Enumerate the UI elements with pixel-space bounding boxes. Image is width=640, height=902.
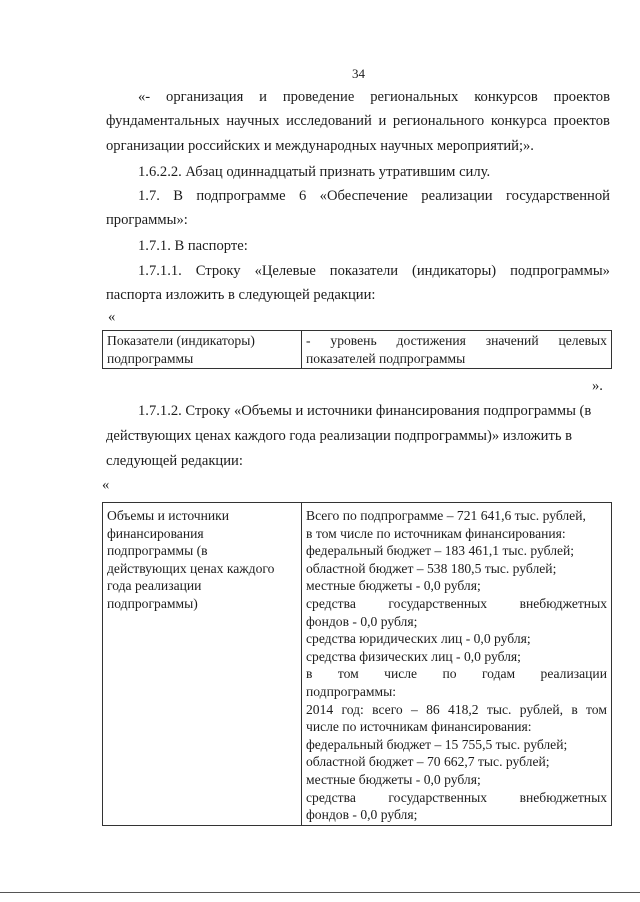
word: в <box>306 666 313 682</box>
item-1622: 1.6.2.2. Абзац одиннадцатый признать утратившим силу. <box>138 164 491 180</box>
word: рублей, <box>519 701 564 717</box>
cell-line: подпрограммы (в <box>107 543 208 559</box>
cell-line: средства физических лиц - 0,0 рубля; <box>306 648 521 664</box>
cell-line: числе по источникам финансирования: <box>306 719 532 735</box>
word: реализации <box>421 188 493 204</box>
word: средства <box>306 789 356 805</box>
item-1711-line1 <box>138 263 610 280</box>
cell-line <box>306 789 607 807</box>
word: значений <box>485 333 539 348</box>
item-1712-line1: 1.7.1.2. Строку «Объемы и источники финансирования подпрограммы (в <box>138 403 592 419</box>
open-quote-2: « <box>102 477 110 493</box>
close-quote: ». <box>592 378 603 394</box>
word: конкурсов <box>474 89 538 105</box>
item-171: 1.7.1. В паспорте: <box>138 238 248 254</box>
cell-line: фондов - 0,0 рубля; <box>306 613 418 629</box>
indicators-label-cell <box>103 331 302 369</box>
word: фундаментальных <box>106 113 220 129</box>
para1-line1 <box>138 89 610 106</box>
word: год: <box>341 701 364 717</box>
word: региональных <box>370 89 459 105</box>
word: 86 <box>426 701 440 717</box>
cell-line: местные бюджеты - 0,0 рубля; <box>306 771 481 787</box>
word: научных <box>226 113 280 129</box>
word: подпрограмме <box>196 188 286 204</box>
word: «- <box>138 89 151 105</box>
cell-line: федеральный бюджет – 183 461,1 тыс. рублей; <box>306 543 575 559</box>
word: уровень <box>330 333 377 348</box>
word: 1.7.1.1. <box>138 263 182 279</box>
word: по <box>442 666 457 682</box>
cell-line: в том числе по источникам финансирования: <box>306 525 566 541</box>
para1-line2 <box>106 113 610 130</box>
word: внебюджетных <box>519 595 607 611</box>
word: (индикаторы) <box>411 263 497 279</box>
word: внебюджетных <box>519 789 607 805</box>
word: 1.7. <box>138 188 160 204</box>
word: государственных <box>388 595 488 611</box>
cell-line: действующих ценах каждого <box>107 560 275 576</box>
word: «Целевые <box>254 263 316 279</box>
word: и <box>259 89 267 105</box>
word: подпрограммы» <box>510 263 610 279</box>
word: тыс. <box>486 701 512 717</box>
word: исследований <box>286 113 372 129</box>
cell-line: финансирования <box>107 525 204 541</box>
item-1711-line2: паспорта изложить в следующей редакции: <box>106 287 376 303</box>
cell-line <box>306 665 607 683</box>
item-1712-line3: следующей редакции: <box>106 453 243 469</box>
cell-line: федеральный бюджет – 15 755,5 тыс. рублей; <box>306 736 568 752</box>
word: 2014 <box>306 701 334 717</box>
cell-line: областной бюджет – 70 662,7 тыс. рублей; <box>306 754 550 770</box>
indicators-table <box>102 330 612 369</box>
item-17-line1 <box>138 188 610 205</box>
indicators-value-cell <box>302 331 612 369</box>
word: достижения <box>396 333 466 348</box>
word: «Обеспечение <box>319 188 408 204</box>
page-number: 34 <box>352 66 365 81</box>
cell-line: подпрограммы) <box>107 595 198 611</box>
word: 6 <box>298 188 307 204</box>
word: В <box>173 188 183 204</box>
word: проектов <box>553 113 610 129</box>
cell-line: подпрограммы <box>107 350 194 366</box>
funding-value-cell <box>302 503 612 826</box>
word: Строку <box>195 263 241 279</box>
para1-line3: организации российских и международных научных мероприятий;». <box>106 138 534 154</box>
cell-line: областной бюджет – 538 180,5 тыс. рублей; <box>306 560 557 576</box>
word: в <box>571 701 578 717</box>
word: том <box>586 701 607 717</box>
word: регионального <box>392 113 485 129</box>
word: всего <box>372 701 403 717</box>
cell-line: Объемы и источники <box>107 508 230 523</box>
word: годам <box>481 666 516 682</box>
cell-line: подпрограммы: <box>306 683 396 699</box>
cell-line <box>306 595 607 613</box>
funding-label-cell <box>103 503 302 826</box>
cell-line: Показатели (индикаторы) <box>107 333 255 348</box>
funding-table <box>102 502 612 826</box>
word: государственных <box>388 789 488 805</box>
word: и <box>378 113 387 129</box>
cell-line: Всего по подпрограмме – 721 641,6 тыс. рублей, <box>306 508 586 523</box>
cell-line <box>306 332 607 350</box>
word: 418,2 <box>448 701 479 717</box>
word: конкурса <box>490 113 547 129</box>
word: целевых <box>558 333 607 348</box>
word: числе <box>384 666 418 682</box>
cell-line: фондов - 0,0 рубля; <box>306 807 418 823</box>
item-1712-line2: действующих ценах каждого года реализации подпрограммы)» изложить в <box>106 428 573 444</box>
table-row <box>103 331 612 369</box>
word: организация <box>166 89 244 105</box>
word: проведение <box>282 89 355 105</box>
cell-line <box>306 701 607 719</box>
word: показатели <box>329 263 399 279</box>
table-row <box>103 503 612 826</box>
word: проектов <box>553 89 610 105</box>
open-quote: « <box>108 309 116 325</box>
cell-line: местные бюджеты - 0,0 рубля; <box>306 578 481 594</box>
cell-line: года реализации <box>107 578 202 594</box>
word: том <box>337 666 359 682</box>
word: – <box>411 701 418 717</box>
word: - <box>306 333 311 348</box>
cell-line: показателей подпрограммы <box>306 350 466 366</box>
scan-edge-line <box>0 892 640 893</box>
cell-line: средства юридических лиц - 0,0 рубля; <box>306 631 531 647</box>
item-17-line2: программы»: <box>106 212 188 228</box>
word: средства <box>306 595 356 611</box>
word: реализации <box>540 666 607 682</box>
word: государственной <box>505 188 610 204</box>
